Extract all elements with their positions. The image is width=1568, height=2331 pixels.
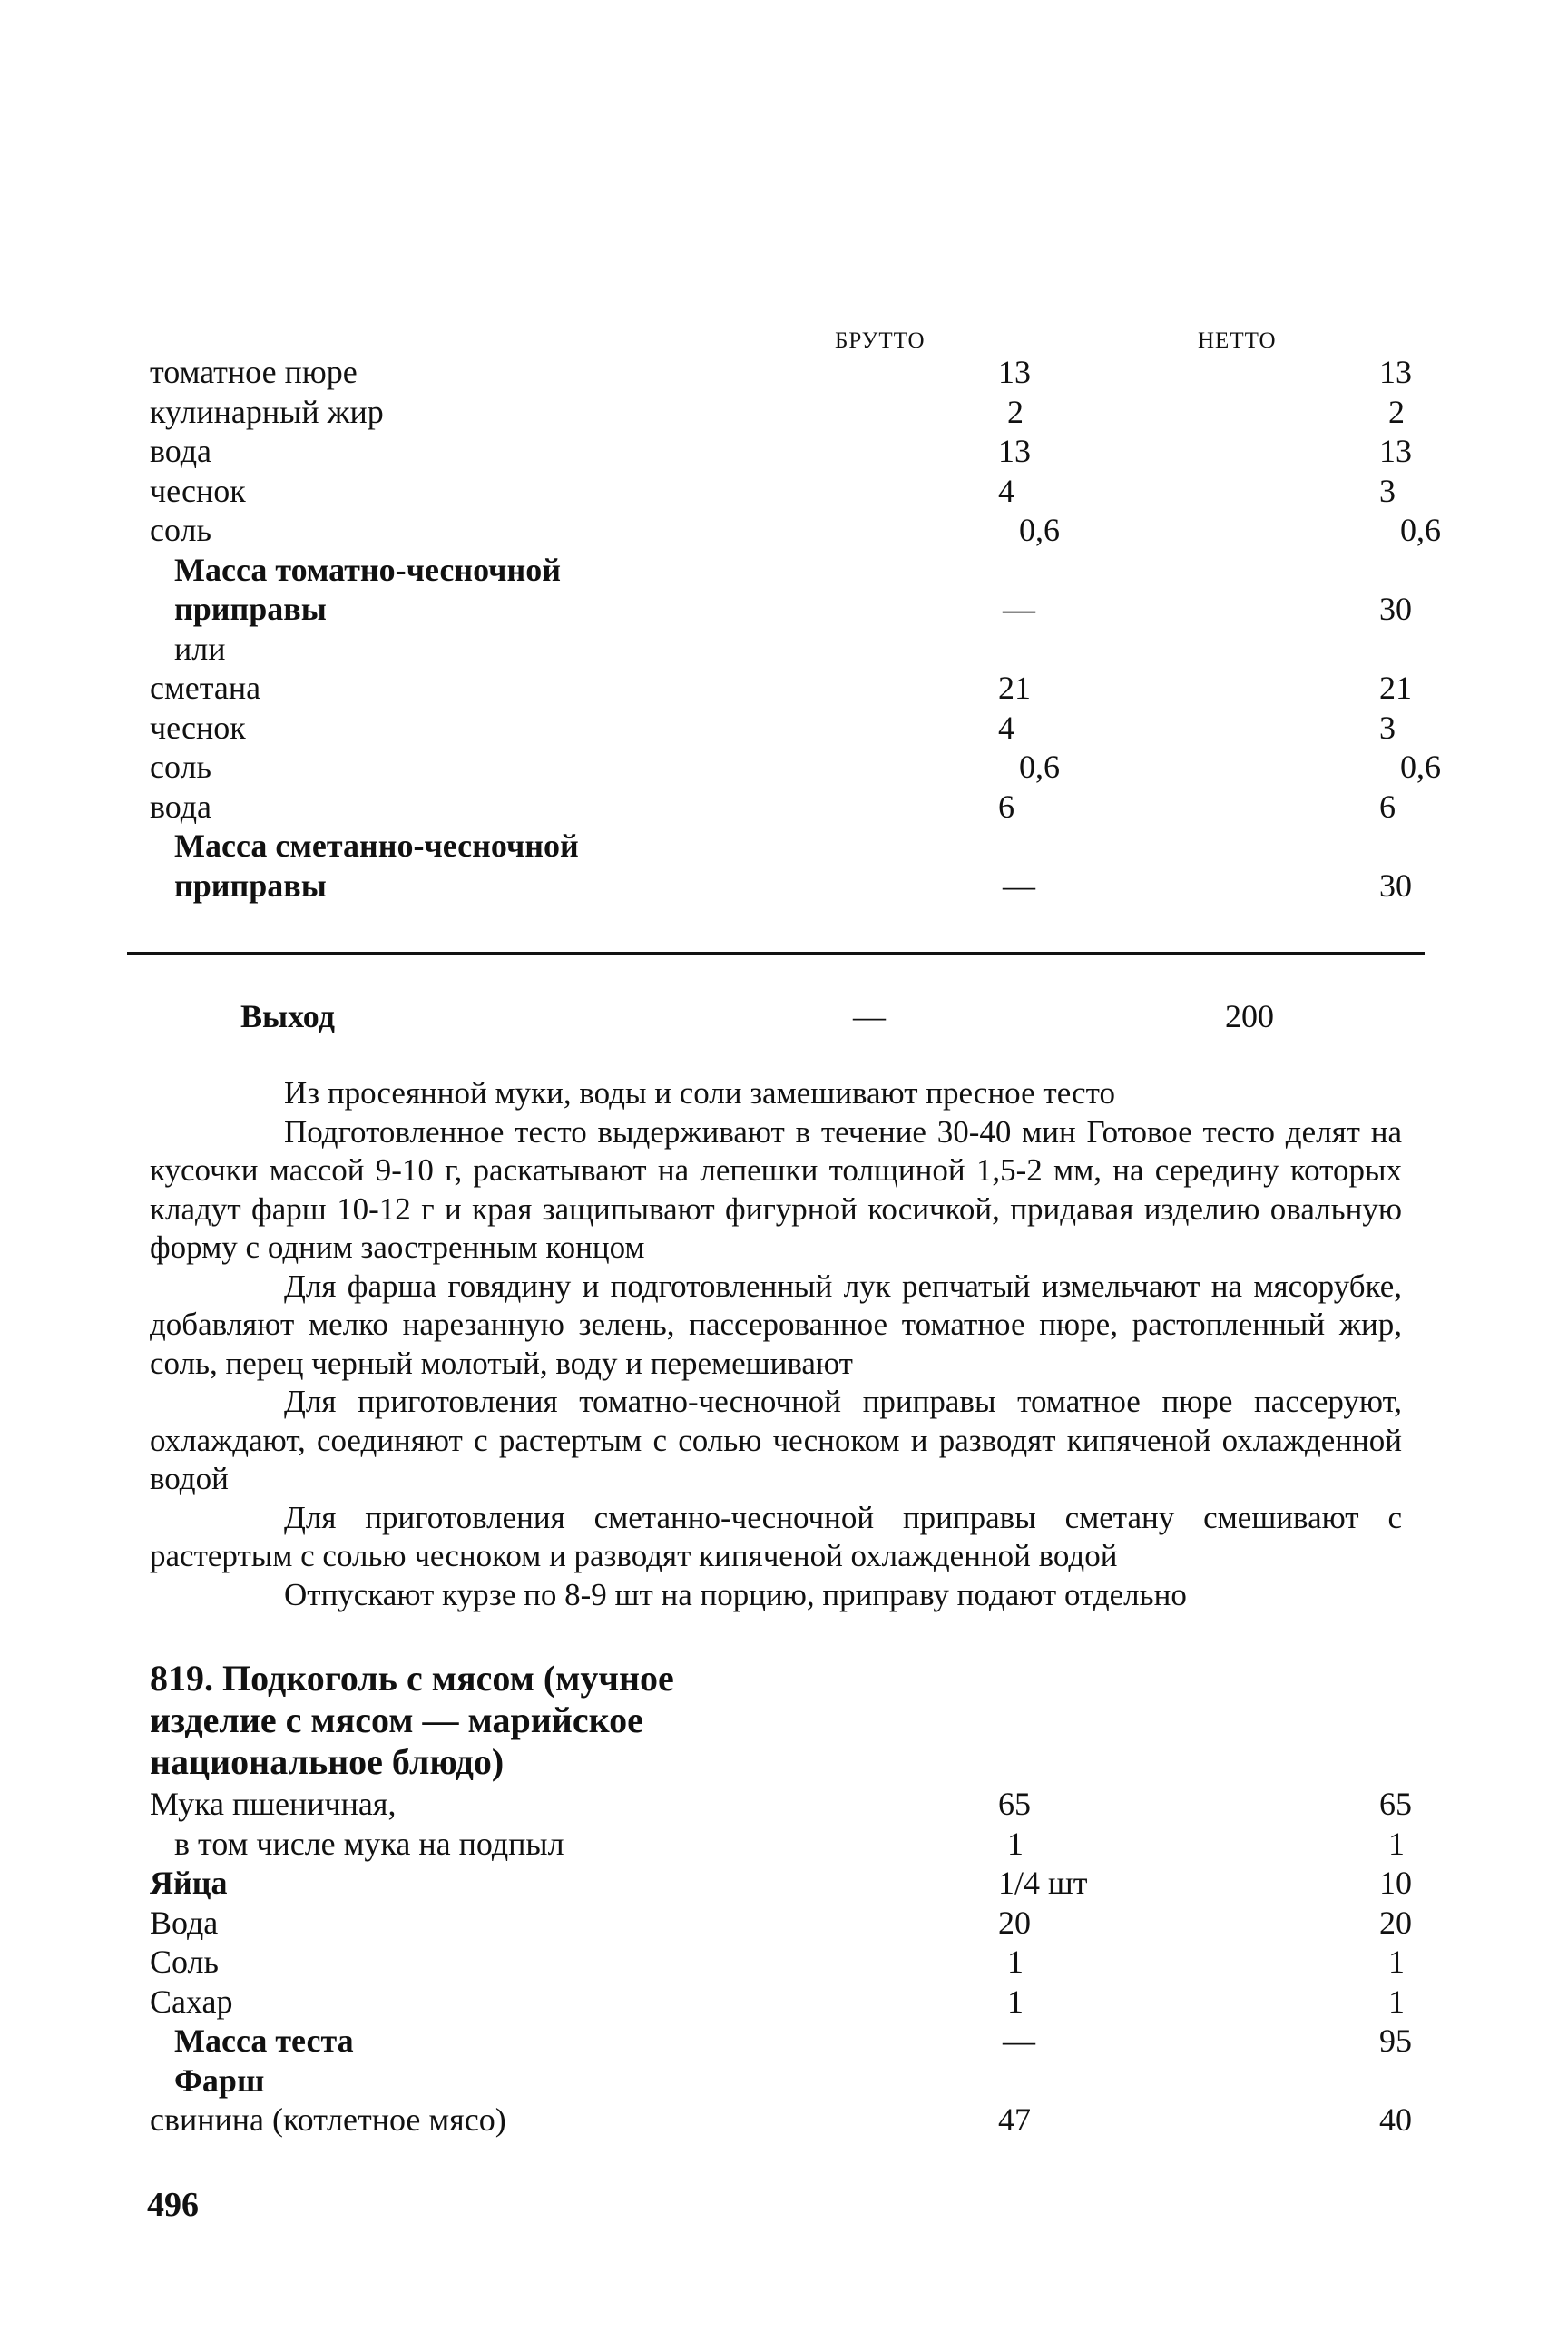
netto-value: 65	[1379, 1786, 1412, 1822]
subtotal-label: Масса теста	[174, 2022, 354, 2059]
netto-value: 30	[1379, 591, 1412, 627]
ingredient-name: томатное пюре	[150, 354, 358, 390]
brutto-value: 13	[998, 354, 1031, 390]
section-label: Фарш	[174, 2062, 265, 2099]
table-row	[150, 551, 1420, 591]
netto-value: 40	[1379, 2101, 1412, 2138]
netto-value: 0,6	[1400, 512, 1441, 548]
brutto-value: 13	[998, 433, 1031, 469]
table-row	[150, 1943, 1420, 1983]
paragraph: Для приготовления сметанно-чесночной приправы сметану смешивают с растертым с солью чесноком и разводят кипяченой охлажденной водой	[150, 1499, 1402, 1573]
paragraph: Для приготовления томатно-чесночной приправы томатное пюре пассеруют, охлаждают, соединяют с растертым с солью чесноком и разводят кипяченой охлажденной водой	[150, 1384, 1402, 1496]
ingredient-name: вода	[150, 788, 212, 825]
table-row	[150, 748, 1441, 788]
yield-brutto: —	[853, 998, 886, 1034]
brutto-value: 4	[998, 472, 1014, 509]
table-row	[150, 1825, 1420, 1865]
table-row	[150, 472, 1420, 512]
table-row	[150, 867, 1420, 906]
ingredient-name: вода	[150, 433, 212, 469]
ingredient-name: соль	[150, 512, 211, 548]
brutto-value: 21	[998, 670, 1031, 706]
brutto-value: 1/4 шт	[998, 1865, 1088, 1901]
netto-value: 95	[1379, 2022, 1412, 2059]
netto-value: 3	[1379, 709, 1396, 746]
netto-value: 1	[1388, 1983, 1405, 2020]
brutto-value: 6	[998, 788, 1014, 825]
brutto-value: 4	[998, 709, 1014, 746]
table-row	[150, 511, 1441, 551]
brutto-value: 65	[998, 1786, 1031, 1822]
column-header-brutto: БРУТТО	[835, 328, 926, 353]
yield-label: Выход	[240, 998, 335, 1034]
ingredient-name: соль	[150, 749, 211, 785]
table-row	[150, 2101, 1420, 2140]
brutto-value: —	[1003, 2022, 1035, 2059]
yield-netto: 200	[1225, 998, 1274, 1034]
paragraph: Отпускают курзе по 8-9 шт на порцию, приправу подают отдельно	[284, 1576, 1187, 1612]
title-line: национальное блюдо)	[150, 1741, 505, 1782]
ingredient-name: кулинарный жир	[150, 393, 384, 430]
ingredient-name: свинина (котлетное мясо)	[150, 2101, 506, 2138]
ingredient-name: Вода	[150, 1904, 219, 1941]
title-line: 819. Подкоголь с мясом (мучное	[150, 1658, 674, 1699]
table-row	[150, 2062, 1420, 2101]
brutto-value: 2	[1007, 393, 1024, 430]
brutto-value: 1	[1007, 1983, 1024, 2020]
subtotal-label: приправы	[174, 867, 327, 904]
netto-value: 3	[1379, 472, 1396, 509]
brutto-value: 20	[998, 1904, 1031, 1941]
paragraph: Для фарша говядину и подготовленный лук репчатый измельчают на мясорубке, добавляют мелко нарезанную зелень, пассерованное томатное пюре, растопленный жир, соль, перец черный молотый, воду и перемешивают	[150, 1268, 1402, 1381]
brutto-value: —	[1003, 591, 1035, 627]
ingredient-name: Мука пшеничная,	[150, 1786, 397, 1822]
table-row	[150, 1904, 1420, 1944]
column-header-netto: НЕТТО	[1198, 328, 1277, 353]
netto-value: 10	[1379, 1865, 1412, 1901]
subtotal-label: приправы	[174, 591, 327, 627]
netto-value: 6	[1379, 788, 1396, 825]
ingredients-table-podkogol	[150, 1785, 1420, 2140]
brutto-value: 0,6	[1019, 512, 1060, 548]
netto-value: 1	[1388, 1825, 1405, 1862]
netto-value: 21	[1379, 670, 1412, 706]
netto-value: 30	[1379, 867, 1412, 904]
table-row	[150, 709, 1420, 749]
ingredient-name: или	[174, 630, 226, 667]
table-row	[150, 590, 1420, 630]
title-line: изделие с мясом — марийское	[150, 1699, 643, 1740]
table-row	[150, 1983, 1420, 2022]
netto-value: 13	[1379, 433, 1412, 469]
brutto-value: 0,6	[1019, 749, 1060, 785]
ingredient-name: Яйца	[150, 1865, 228, 1901]
table-row	[150, 788, 1420, 828]
brutto-value: —	[1003, 867, 1035, 904]
ingredient-name: чеснок	[150, 472, 246, 509]
ingredient-name: в том числе мука на подпыл	[174, 1825, 564, 1862]
netto-value: 20	[1379, 1904, 1412, 1941]
table-row	[150, 669, 1420, 709]
ingredient-name: Сахар	[150, 1983, 233, 2020]
ingredient-name: Соль	[150, 1944, 219, 1980]
table-row	[150, 2022, 1420, 2062]
table-divider	[127, 952, 1425, 955]
page-number: 496	[147, 2186, 199, 2224]
netto-value: 2	[1388, 393, 1405, 430]
brutto-value: 1	[1007, 1944, 1024, 1980]
paragraph: Подготовленное тесто выдерживают в течение 30-40 мин Готовое тесто делят на кусочки массой 9-10 г, раскатывают на лепешки толщиной 1,5-2 мм, на середину которых кладут фарш 10-12 г и края защипывают фигурной косичкой, придавая изделию овальную форму с одним заостренным концом	[150, 1113, 1402, 1265]
recipe-instructions	[150, 1074, 1402, 1614]
brutto-value: 1	[1007, 1825, 1024, 1862]
netto-value: 1	[1388, 1944, 1405, 1980]
table-row	[150, 827, 1420, 867]
table-row	[150, 1785, 1420, 1825]
subtotal-label: Масса томатно-чесночной	[174, 551, 561, 588]
brutto-value: 47	[998, 2101, 1031, 2138]
table-row	[150, 1864, 1420, 1904]
table-row	[150, 353, 1420, 393]
netto-value: 0,6	[1400, 749, 1441, 785]
table-row	[150, 393, 1420, 433]
ingredient-name: чеснок	[150, 709, 246, 746]
ingredient-name: сметана	[150, 670, 261, 706]
netto-value: 13	[1379, 354, 1412, 390]
table-row	[150, 432, 1420, 472]
recipe-title	[150, 1658, 767, 1783]
subtotal-label: Масса сметанно-чесночной	[174, 828, 579, 864]
paragraph: Из просеянной муки, воды и соли замешивают пресное тесто	[284, 1075, 1115, 1111]
table-row	[150, 630, 1420, 670]
ingredients-table-sauces	[150, 353, 1441, 906]
